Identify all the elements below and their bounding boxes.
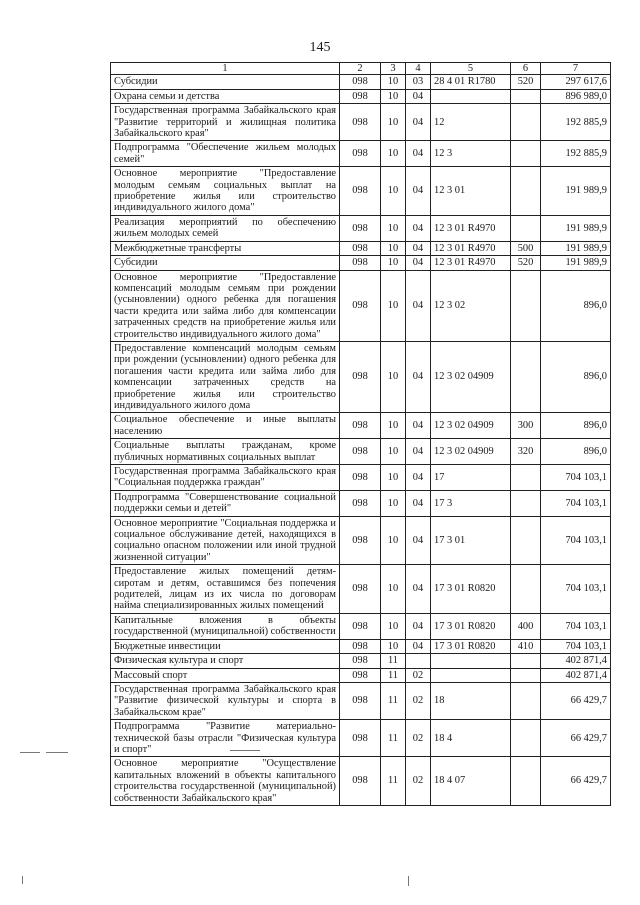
cell-ministry: 098: [340, 757, 381, 806]
cell-ministry: 098: [340, 720, 381, 757]
cell-expense-type: 410: [511, 639, 541, 653]
cell-target-article: 12 3 01: [431, 167, 511, 216]
cell-section: 10: [381, 465, 406, 491]
cell-target-article: 12 3 01 R4970: [431, 215, 511, 241]
scan-mark: [22, 876, 23, 884]
row-name: Основное мероприятие "Осуществление капитальных вложений в объекты капитального строительства государственной (муниципальной) собственности Забайкальского края": [111, 757, 340, 806]
cell-target-article: 17 3 01 R0820: [431, 565, 511, 614]
row-name: Основное мероприятие "Предоставление молодым семьям социальных выплат на приобретение жилья или строительство индивидуального жилого дома": [111, 167, 340, 216]
cell-amount: 192 885,9: [541, 141, 611, 167]
cell-target-article: 17: [431, 465, 511, 491]
table-row: [111, 241, 611, 255]
cell-target-article: 12 3 01 R4970: [431, 241, 511, 255]
scan-mark: [230, 750, 260, 751]
cell-section: 10: [381, 104, 406, 141]
cell-subsection: 02: [406, 668, 431, 682]
cell-subsection: 04: [406, 241, 431, 255]
col-header-4: 4: [406, 63, 431, 75]
cell-subsection: 04: [406, 413, 431, 439]
cell-amount: 192 885,9: [541, 104, 611, 141]
table-row: [111, 490, 611, 516]
cell-ministry: 098: [340, 215, 381, 241]
cell-amount: 402 871,4: [541, 668, 611, 682]
table-row: [111, 682, 611, 719]
cell-amount: 704 103,1: [541, 565, 611, 614]
table-row: [111, 720, 611, 757]
cell-target-article: 17 3: [431, 490, 511, 516]
cell-ministry: 098: [340, 89, 381, 103]
cell-ministry: 098: [340, 668, 381, 682]
cell-expense-type: [511, 565, 541, 614]
row-name: Социальное обеспечение и иные выплаты населению: [111, 413, 340, 439]
row-name: Основное мероприятие "Социальная поддержка и социальное обслуживание детей, находящихся в социально опасном положении или иной трудной жизненной ситуации": [111, 516, 340, 565]
cell-amount: 66 429,7: [541, 720, 611, 757]
cell-expense-type: 500: [511, 241, 541, 255]
cell-target-article: 17 3 01: [431, 516, 511, 565]
cell-subsection: 04: [406, 565, 431, 614]
row-name: Основное мероприятие "Предоставление компенсаций молодым семьям при рождении (усыновлении) одного ребенка для погашения части кредита или займа либо для компенсации затраченных средств на приобретение жилья или строительство индивидуального жилого дома": [111, 270, 340, 341]
row-name: Подпрограмма "Обеспечение жильем молодых семей": [111, 141, 340, 167]
cell-amount: 704 103,1: [541, 516, 611, 565]
cell-expense-type: [511, 490, 541, 516]
header-row: [111, 63, 611, 75]
scan-mark: [46, 752, 68, 753]
table-row: [111, 413, 611, 439]
cell-section: 10: [381, 241, 406, 255]
cell-subsection: 04: [406, 613, 431, 639]
cell-amount: 896 989,0: [541, 89, 611, 103]
cell-subsection: 04: [406, 89, 431, 103]
table-row: [111, 167, 611, 216]
cell-ministry: 098: [340, 682, 381, 719]
cell-target-article: 12 3 01 R4970: [431, 256, 511, 270]
cell-expense-type: 520: [511, 256, 541, 270]
table-row: [111, 439, 611, 465]
cell-section: 11: [381, 720, 406, 757]
cell-expense-type: [511, 89, 541, 103]
cell-ministry: 098: [340, 141, 381, 167]
cell-target-article: 18: [431, 682, 511, 719]
cell-amount: 191 989,9: [541, 215, 611, 241]
cell-section: 10: [381, 270, 406, 341]
row-name: Межбюджетные трансферты: [111, 241, 340, 255]
cell-section: 10: [381, 75, 406, 89]
table-row: [111, 565, 611, 614]
cell-ministry: 098: [340, 565, 381, 614]
cell-section: 10: [381, 141, 406, 167]
cell-subsection: 02: [406, 757, 431, 806]
cell-ministry: 098: [340, 167, 381, 216]
cell-subsection: 04: [406, 439, 431, 465]
cell-target-article: 28 4 01 R1780: [431, 75, 511, 89]
cell-subsection: 02: [406, 682, 431, 719]
cell-section: 11: [381, 757, 406, 806]
cell-section: 10: [381, 215, 406, 241]
cell-amount: 297 617,6: [541, 75, 611, 89]
table-row: [111, 89, 611, 103]
cell-target-article: [431, 654, 511, 668]
cell-amount: 704 103,1: [541, 613, 611, 639]
cell-section: 10: [381, 256, 406, 270]
cell-subsection: 04: [406, 516, 431, 565]
table-row: [111, 141, 611, 167]
cell-section: 11: [381, 654, 406, 668]
cell-expense-type: [511, 215, 541, 241]
cell-amount: 191 989,9: [541, 241, 611, 255]
cell-subsection: [406, 654, 431, 668]
cell-subsection: 04: [406, 104, 431, 141]
cell-amount: 704 103,1: [541, 465, 611, 491]
cell-section: 10: [381, 565, 406, 614]
scan-mark: [408, 876, 409, 886]
cell-ministry: 098: [340, 613, 381, 639]
table-row: [111, 465, 611, 491]
cell-subsection: 04: [406, 141, 431, 167]
cell-section: 10: [381, 639, 406, 653]
cell-section: 10: [381, 89, 406, 103]
cell-subsection: 04: [406, 341, 431, 412]
cell-ministry: 098: [340, 256, 381, 270]
cell-subsection: 02: [406, 720, 431, 757]
cell-amount: 191 989,9: [541, 256, 611, 270]
col-header-7: 7: [541, 63, 611, 75]
cell-subsection: 04: [406, 465, 431, 491]
cell-expense-type: [511, 104, 541, 141]
table-row: [111, 757, 611, 806]
cell-ministry: 098: [340, 104, 381, 141]
cell-target-article: [431, 89, 511, 103]
table-row: [111, 654, 611, 668]
cell-expense-type: [511, 757, 541, 806]
col-header-5: 5: [431, 63, 511, 75]
cell-amount: 896,0: [541, 439, 611, 465]
cell-target-article: 12 3 02 04909: [431, 413, 511, 439]
cell-subsection: 04: [406, 639, 431, 653]
cell-ministry: 098: [340, 75, 381, 89]
col-header-3: 3: [381, 63, 406, 75]
cell-subsection: 03: [406, 75, 431, 89]
cell-ministry: 098: [340, 639, 381, 653]
cell-expense-type: [511, 141, 541, 167]
cell-section: 10: [381, 439, 406, 465]
cell-expense-type: [511, 654, 541, 668]
row-name: Бюджетные инвестиции: [111, 639, 340, 653]
row-name: Государственная программа Забайкальского края "Развитие физической культуры и спорта в Забайкальском крае": [111, 682, 340, 719]
cell-amount: 896,0: [541, 413, 611, 439]
col-header-2: 2: [340, 63, 381, 75]
table-row: [111, 516, 611, 565]
table-body: [111, 75, 611, 806]
cell-amount: 66 429,7: [541, 682, 611, 719]
row-name: Социальные выплаты гражданам, кроме публичных нормативных социальных выплат: [111, 439, 340, 465]
cell-subsection: 04: [406, 215, 431, 241]
table-row: [111, 75, 611, 89]
cell-amount: 191 989,9: [541, 167, 611, 216]
cell-ministry: 098: [340, 413, 381, 439]
row-name: Физическая культура и спорт: [111, 654, 340, 668]
cell-expense-type: 400: [511, 613, 541, 639]
table-row: [111, 668, 611, 682]
row-name: Предоставление жилых помещений детям-сиротам и детям, оставшимся без попечения родителей, лицам из их числа по договорам найма специализированных жилых помещений: [111, 565, 340, 614]
cell-expense-type: [511, 465, 541, 491]
table-row: [111, 215, 611, 241]
cell-section: 11: [381, 668, 406, 682]
cell-amount: 704 103,1: [541, 639, 611, 653]
col-header-6: 6: [511, 63, 541, 75]
cell-expense-type: [511, 516, 541, 565]
cell-ministry: 098: [340, 465, 381, 491]
table-row: [111, 270, 611, 341]
table-row: [111, 341, 611, 412]
cell-ministry: 098: [340, 490, 381, 516]
cell-section: 10: [381, 516, 406, 565]
col-header-1: 1: [111, 63, 340, 75]
cell-target-article: 18 4: [431, 720, 511, 757]
cell-target-article: 12 3 02: [431, 270, 511, 341]
cell-section: 10: [381, 341, 406, 412]
cell-amount: 66 429,7: [541, 757, 611, 806]
cell-expense-type: 300: [511, 413, 541, 439]
cell-expense-type: [511, 682, 541, 719]
cell-ministry: 098: [340, 654, 381, 668]
cell-target-article: [431, 668, 511, 682]
cell-ministry: 098: [340, 439, 381, 465]
cell-amount: 896,0: [541, 341, 611, 412]
cell-subsection: 04: [406, 270, 431, 341]
cell-expense-type: [511, 167, 541, 216]
cell-section: 10: [381, 490, 406, 516]
cell-amount: 704 103,1: [541, 490, 611, 516]
row-name: Субсидии: [111, 75, 340, 89]
cell-ministry: 098: [340, 516, 381, 565]
cell-ministry: 098: [340, 270, 381, 341]
row-name: Массовый спорт: [111, 668, 340, 682]
cell-section: 11: [381, 682, 406, 719]
cell-ministry: 098: [340, 241, 381, 255]
row-name: Подпрограмма "Развитие материально-технической базы отрасли "Физическая культура и спорт": [111, 720, 340, 757]
cell-section: 10: [381, 167, 406, 216]
table-row: [111, 639, 611, 653]
cell-target-article: 17 3 01 R0820: [431, 613, 511, 639]
row-name: Государственная программа Забайкальского края "Социальная поддержка граждан": [111, 465, 340, 491]
cell-target-article: 12 3 02 04909: [431, 439, 511, 465]
cell-expense-type: [511, 668, 541, 682]
cell-expense-type: [511, 720, 541, 757]
cell-ministry: 098: [340, 341, 381, 412]
table-row: [111, 613, 611, 639]
cell-expense-type: [511, 341, 541, 412]
cell-subsection: 04: [406, 490, 431, 516]
cell-section: 10: [381, 613, 406, 639]
cell-target-article: 12: [431, 104, 511, 141]
table-row: [111, 104, 611, 141]
cell-expense-type: 320: [511, 439, 541, 465]
budget-table: [110, 62, 611, 806]
cell-target-article: 18 4 07: [431, 757, 511, 806]
page-number: 145: [309, 40, 331, 55]
row-name: Реализация мероприятий по обеспечению жильем молодых семей: [111, 215, 340, 241]
row-name: Предоставление компенсаций молодым семьям при рождении (усыновлении) одного ребенка для погашения части кредита или займа либо для компенсации затраченных средств на приобретение жилья или строительство индивидуального жилого дома: [111, 341, 340, 412]
row-name: Подпрограмма "Совершенствование социальной поддержки семьи и детей": [111, 490, 340, 516]
table-row: [111, 256, 611, 270]
scan-mark: [20, 752, 40, 753]
cell-expense-type: 520: [511, 75, 541, 89]
cell-subsection: 04: [406, 256, 431, 270]
row-name: Государственная программа Забайкальского края "Развитие территорий и жилищная политика Забайкальского края": [111, 104, 340, 141]
cell-target-article: 17 3 01 R0820: [431, 639, 511, 653]
row-name: Субсидии: [111, 256, 340, 270]
cell-target-article: 12 3: [431, 141, 511, 167]
cell-subsection: 04: [406, 167, 431, 216]
row-name: Охрана семьи и детства: [111, 89, 340, 103]
cell-target-article: 12 3 02 04909: [431, 341, 511, 412]
row-name: Капитальные вложения в объекты государственной (муниципальной) собственности: [111, 613, 340, 639]
cell-amount: 402 871,4: [541, 654, 611, 668]
cell-amount: 896,0: [541, 270, 611, 341]
cell-section: 10: [381, 413, 406, 439]
cell-expense-type: [511, 270, 541, 341]
